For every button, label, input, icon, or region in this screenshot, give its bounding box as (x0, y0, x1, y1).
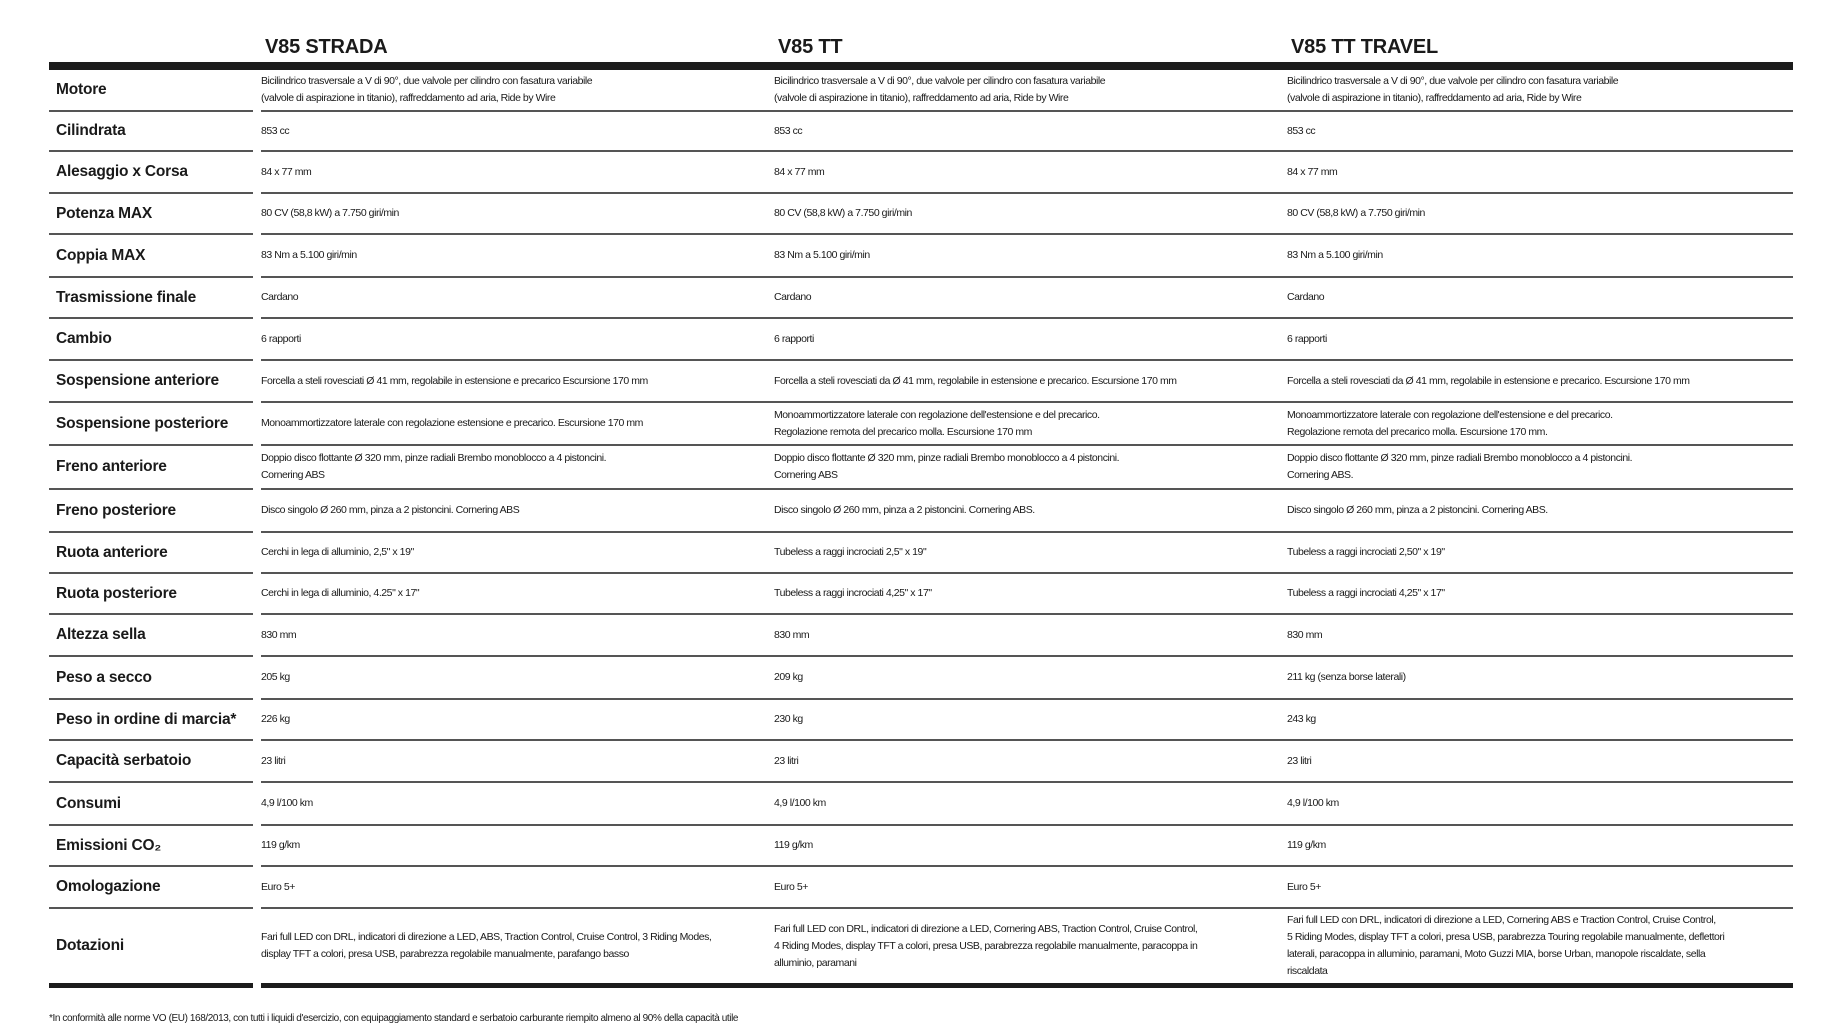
spec-row (49, 70, 1793, 112)
spec-row (49, 319, 1793, 361)
spec-row (49, 867, 1793, 909)
spec-cell (774, 235, 1287, 276)
spec-value: 6 rapporti (261, 332, 301, 345)
spec-label: Consumi (49, 783, 253, 826)
spec-row (49, 235, 1793, 278)
spec-value: Fari full LED con DRL, indicatori di direzione a LED, Cornering ABS, Traction Control, Cruise Control, 4 Riding Modes, display TFT a colori, presa USB, parabrezza regolabile manualmente, paracoppa in alluminio, paramani (774, 922, 1198, 969)
spec-label: Motore (49, 70, 253, 112)
spec-cell (1287, 235, 1793, 276)
spec-row (49, 615, 1793, 657)
spec-values (261, 235, 1793, 278)
spec-cell (774, 657, 1287, 698)
spec-cell (774, 194, 1287, 233)
spec-label: Freno anteriore (49, 446, 253, 490)
spec-cell (261, 533, 774, 572)
spec-label: Altezza sella (49, 615, 253, 657)
spec-values (261, 700, 1793, 741)
spec-values (261, 741, 1793, 783)
spec-value: Forcella a steli rovesciati da Ø 41 mm, regolabile in estensione e precarico. Escursione 170 mm (1287, 374, 1690, 387)
spec-cell (261, 615, 774, 655)
spec-cell (774, 446, 1287, 488)
spec-value: 205 kg (261, 671, 290, 683)
spec-value: Cardano (1287, 291, 1325, 303)
spec-row (49, 783, 1793, 826)
spec-row (49, 657, 1793, 700)
spec-cell (261, 490, 774, 531)
spec-cell (1287, 657, 1793, 698)
spec-values (261, 446, 1793, 490)
spec-value: Forcella a steli rovesciati Ø 41 mm, regolabile in estensione e precarico Escursione 170 mm (261, 374, 648, 387)
spec-values (261, 574, 1793, 615)
spec-values (261, 112, 1793, 152)
spec-cell (261, 319, 774, 359)
spec-cell (1287, 533, 1793, 572)
spec-value: 4,9 l/100 km (774, 797, 826, 809)
spec-cell (774, 533, 1287, 572)
spec-cell (774, 361, 1287, 401)
spec-cell (261, 194, 774, 233)
spec-value: Tubeless a raggi incrociati 4,25" x 17" (774, 587, 932, 599)
spec-cell (774, 278, 1287, 317)
spec-value: 84 x 77 mm (774, 165, 825, 178)
spec-cell (261, 235, 774, 276)
spec-value: Euro 5+ (261, 880, 295, 893)
spec-value: 6 rapporti (774, 332, 814, 345)
spec-cell (1287, 867, 1793, 907)
spec-value: 4,9 l/100 km (261, 797, 313, 809)
spec-cell (1287, 152, 1793, 192)
spec-label: Capacità serbatoio (49, 741, 253, 783)
spec-cell (774, 909, 1287, 983)
spec-value: Cardano (261, 291, 299, 303)
model-header-tt-travel: V85 TT TRAVEL (1291, 36, 1439, 58)
spec-value: 23 litri (1287, 754, 1312, 767)
spec-cell (774, 867, 1287, 907)
spec-cell (1287, 741, 1793, 781)
spec-value: 226 kg (261, 713, 290, 725)
spec-value: 119 g/km (261, 839, 300, 851)
spec-values (261, 909, 1793, 988)
spec-value: 209 kg (774, 671, 803, 683)
spec-cell (261, 403, 774, 444)
spec-value: 83 Nm a 5.100 giri/min (1287, 249, 1383, 261)
spec-value: Bicilindrico trasversale a V di 90°, due valvole per cilindro con fasatura variabile (valvole di aspirazione in titanio), raffreddamento ad aria, Ride by Wire (774, 75, 1106, 104)
spec-value: Forcella a steli rovesciati da Ø 41 mm, regolabile in estensione e precarico. Escursione 170 mm (774, 374, 1177, 387)
spec-row (49, 152, 1793, 194)
spec-value: Doppio disco flottante Ø 320 mm, pinze radiali Brembo monoblocco a 4 pistoncini. Cornering ABS (774, 452, 1120, 481)
spec-row (49, 574, 1793, 615)
spec-cell (1287, 403, 1793, 444)
spec-label: Dotazioni (49, 909, 253, 988)
spec-cell (1287, 826, 1793, 865)
spec-label: Potenza MAX (49, 194, 253, 235)
spec-cell (261, 70, 774, 110)
spec-label: Omologazione (49, 867, 253, 909)
spec-cell (261, 741, 774, 781)
spec-value: Cerchi in lega di alluminio, 2,5" x 19" (261, 546, 414, 558)
spec-values (261, 657, 1793, 700)
spec-value: 23 litri (261, 754, 286, 767)
spec-label: Sospensione posteriore (49, 403, 253, 446)
spec-cell (261, 574, 774, 613)
spec-cell (1287, 783, 1793, 824)
spec-value: 80 CV (58,8 kW) a 7.750 giri/min (774, 207, 912, 219)
spec-value: Euro 5+ (1287, 880, 1321, 893)
spec-value: 80 CV (58,8 kW) a 7.750 giri/min (261, 207, 399, 219)
spec-values (261, 278, 1793, 319)
footnote: *In conformità alle norme VO (EU) 168/2013, con tutti i liquidi d'esercizio, con equipaggiamento standard e serbatoio carburante riempito almeno al 90% della capacità utile (49, 1013, 739, 1024)
spec-cell (261, 700, 774, 739)
spec-value: 83 Nm a 5.100 giri/min (261, 249, 357, 261)
spec-value: Doppio disco flottante Ø 320 mm, pinze radiali Brembo monoblocco a 4 pistoncini. Cornering ABS. (1287, 452, 1633, 481)
spec-label: Emissioni CO₂ (49, 826, 253, 867)
spec-value: 84 x 77 mm (261, 165, 312, 178)
spec-cell (1287, 70, 1793, 110)
spec-value: 119 g/km (1287, 839, 1326, 851)
spec-value: 853 cc (1287, 124, 1316, 137)
spec-value: 6 rapporti (1287, 332, 1327, 345)
spec-cell (261, 909, 774, 983)
spec-value: Euro 5+ (774, 880, 808, 893)
spec-value: Cerchi in lega di alluminio, 4.25" x 17" (261, 587, 420, 599)
model-header-strada: V85 STRADA (265, 36, 388, 58)
spec-cell (261, 867, 774, 907)
spec-cell (774, 403, 1287, 444)
spec-label: Ruota posteriore (49, 574, 253, 615)
spec-cell (261, 361, 774, 401)
spec-cell (1287, 278, 1793, 317)
spec-label: Alesaggio x Corsa (49, 152, 253, 194)
spec-cell (774, 783, 1287, 824)
spec-row (49, 446, 1793, 490)
spec-cell (774, 574, 1287, 613)
spec-cell (774, 741, 1287, 781)
spec-value: Cardano (774, 291, 812, 303)
spec-cell (1287, 446, 1793, 488)
spec-label: Peso in ordine di marcia* (49, 700, 253, 741)
spec-cell (261, 446, 774, 488)
model-header-tt: V85 TT (778, 36, 843, 58)
spec-cell (1287, 361, 1793, 401)
spec-cell (261, 152, 774, 192)
spec-value: Tubeless a raggi incrociati 2,5" x 19" (774, 546, 927, 558)
spec-value: 80 CV (58,8 kW) a 7.750 giri/min (1287, 207, 1425, 219)
spec-cell (774, 319, 1287, 359)
spec-value: 211 kg (senza borse laterali) (1287, 671, 1406, 683)
spec-label: Freno posteriore (49, 490, 253, 533)
spec-value: 84 x 77 mm (1287, 165, 1338, 178)
spec-row (49, 700, 1793, 741)
spec-value: Disco singolo Ø 260 mm, pinza a 2 pistoncini. Cornering ABS. (774, 504, 1035, 516)
spec-label: Ruota anteriore (49, 533, 253, 574)
spec-cell (774, 490, 1287, 531)
spec-cell (1287, 194, 1793, 233)
spec-value: 230 kg (774, 713, 803, 725)
spec-values (261, 361, 1793, 403)
spec-cell (1287, 319, 1793, 359)
spec-values (261, 826, 1793, 867)
spec-label: Sospensione anteriore (49, 361, 253, 403)
spec-value: Tubeless a raggi incrociati 2,50" x 19" (1287, 546, 1445, 558)
spec-value: Bicilindrico trasversale a V di 90°, due valvole per cilindro con fasatura variabile (valvole di aspirazione in titanio), raffreddamento ad aria, Ride by Wire (1287, 75, 1619, 104)
spec-cell (774, 152, 1287, 192)
spec-cell (774, 112, 1287, 150)
spec-row (49, 112, 1793, 152)
spec-values (261, 194, 1793, 235)
spec-cell (774, 70, 1287, 110)
spec-values (261, 403, 1793, 446)
header-divider (49, 62, 1793, 70)
spec-value: 830 mm (774, 628, 810, 641)
spec-value: 4,9 l/100 km (1287, 797, 1339, 809)
spec-cell (1287, 615, 1793, 655)
spec-row (49, 278, 1793, 319)
spec-values (261, 319, 1793, 361)
spec-row (49, 403, 1793, 446)
spec-row (49, 194, 1793, 235)
spec-value: Doppio disco flottante Ø 320 mm, pinze radiali Brembo monoblocco a 4 pistoncini. Cornering ABS (261, 452, 607, 481)
spec-cell (261, 112, 774, 150)
spec-values (261, 783, 1793, 826)
spec-table (49, 70, 1793, 988)
spec-cell (1287, 490, 1793, 531)
spec-cell (1287, 574, 1793, 613)
spec-cell (261, 278, 774, 317)
spec-row (49, 490, 1793, 533)
spec-value: Fari full LED con DRL, indicatori di direzione a LED, ABS, Traction Control, Cruise Control, 3 Riding Modes, display TFT a colori, presa USB, parabrezza regolabile manualmente, parafango basso (261, 931, 712, 960)
spec-cell (774, 826, 1287, 865)
spec-row (49, 361, 1793, 403)
spec-row (49, 741, 1793, 783)
spec-value: Bicilindrico trasversale a V di 90°, due valvole per cilindro con fasatura variabile (valvole di aspirazione in titanio), raffreddamento ad aria, Ride by Wire (261, 75, 593, 104)
spec-value: 83 Nm a 5.100 giri/min (774, 249, 870, 261)
spec-value: Disco singolo Ø 260 mm, pinza a 2 pistoncini. Cornering ABS. (1287, 504, 1548, 516)
spec-cell (261, 657, 774, 698)
spec-values (261, 70, 1793, 112)
spec-cell (774, 615, 1287, 655)
spec-values (261, 533, 1793, 574)
spec-row (49, 909, 1793, 988)
spec-value: 830 mm (261, 628, 297, 641)
spec-value: Monoammortizzatore laterale con regolazione estensione e precarico. Escursione 170 mm (261, 417, 643, 429)
spec-value: Monoammortizzatore laterale con regolazione dell'estensione e del precarico. Regolazione remota del precarico molla. Escursione 170 mm (774, 408, 1100, 438)
spec-value: Tubeless a raggi incrociati 4,25" x 17" (1287, 587, 1445, 599)
spec-label: Cambio (49, 319, 253, 361)
spec-label: Cilindrata (49, 112, 253, 152)
spec-label: Peso a secco (49, 657, 253, 700)
spec-value: 243 kg (1287, 713, 1316, 725)
spec-value: Fari full LED con DRL, indicatori di direzione a LED, Cornering ABS e Traction Control, Cruise Control, 5 Riding Modes, display TFT a colori, presa USB, parabrezza Touring regolabile manualmente, deflettori laterali, paracoppa in alluminio, paramani, Moto Guzzi MIA, borse Urban, manopole riscaldate, sella riscaldata (1287, 914, 1725, 977)
spec-value: 853 cc (774, 124, 803, 137)
spec-label: Coppia MAX (49, 235, 253, 278)
spec-values (261, 152, 1793, 194)
spec-row (49, 826, 1793, 867)
spec-cell (261, 826, 774, 865)
spec-cell (1287, 700, 1793, 739)
spec-label: Trasmissione finale (49, 278, 253, 319)
spec-cell (1287, 909, 1793, 983)
spec-values (261, 615, 1793, 657)
spec-value: 853 cc (261, 124, 290, 137)
spec-value: 119 g/km (774, 839, 813, 851)
spec-values (261, 490, 1793, 533)
spec-value: Monoammortizzatore laterale con regolazione dell'estensione e del precarico. Regolazione remota del precarico molla. Escursione 170 mm. (1287, 408, 1613, 438)
spec-cell (1287, 112, 1793, 150)
spec-value: Disco singolo Ø 260 mm, pinza a 2 pistoncini. Cornering ABS (261, 504, 520, 516)
spec-values (261, 867, 1793, 909)
spec-cell (774, 700, 1287, 739)
spec-row (49, 533, 1793, 574)
spec-cell (261, 783, 774, 824)
spec-value: 830 mm (1287, 628, 1323, 641)
spec-value: 23 litri (774, 754, 799, 767)
